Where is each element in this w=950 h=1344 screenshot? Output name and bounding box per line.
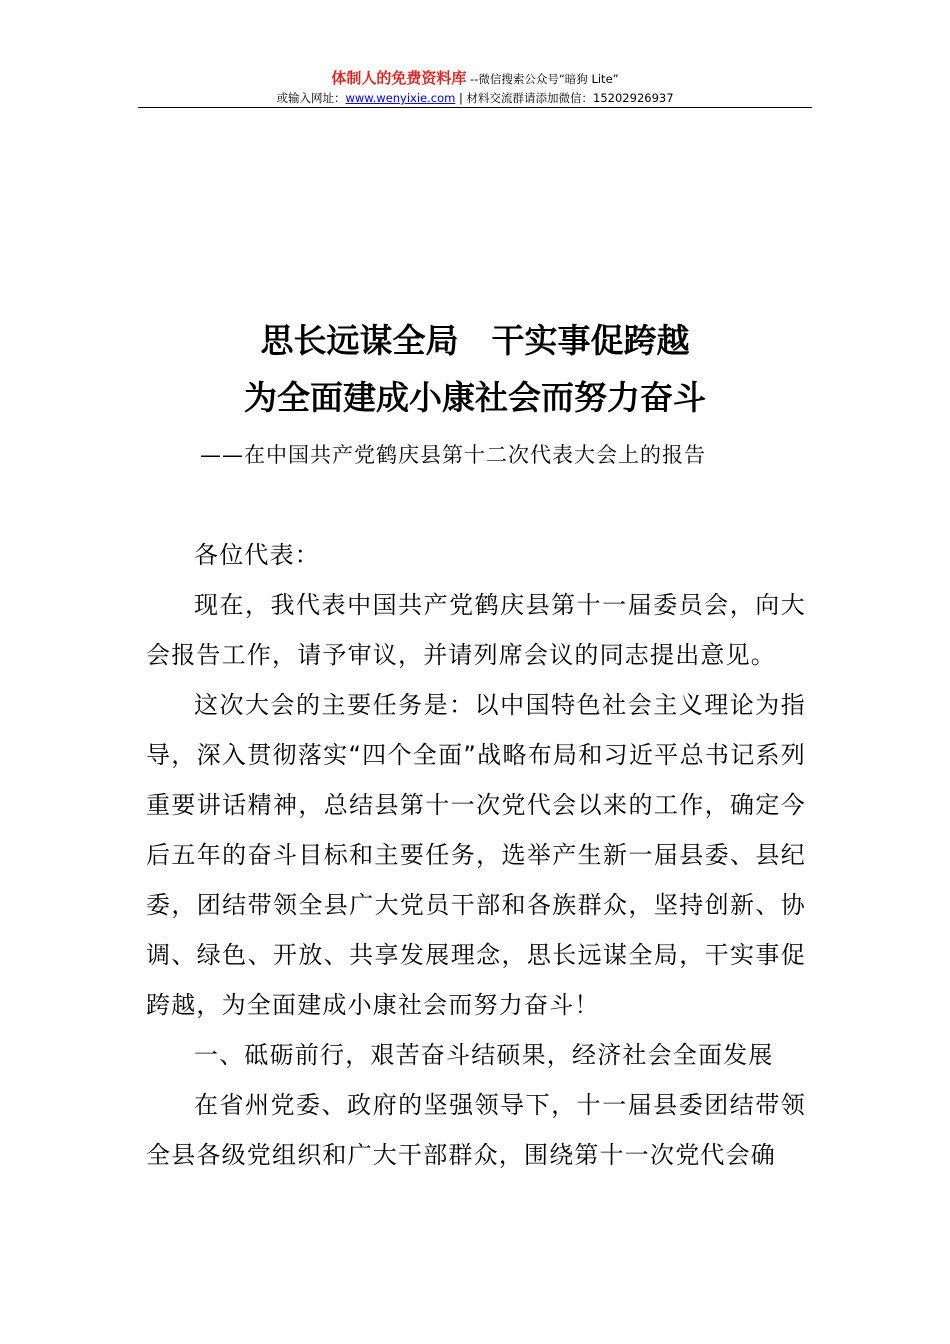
document-subtitle: ——在中国共产党鹤庆县第十二次代表大会上的报告	[200, 443, 706, 467]
body-paragraph: 现在，我代表中国共产党鹤庆县第十一届委员会，向大会报告工作，请予审议，并请列席会议的同志提出意见。	[146, 591, 806, 669]
header-divider	[138, 107, 812, 108]
document-title-line-2: 为全面建成小康社会而努力奋斗	[244, 378, 706, 417]
url-suffix: | 材料交流群请添加微信：15202926937	[455, 91, 674, 105]
header-slogan: --微信搜索公众号“暗狗 Lite”	[466, 72, 619, 86]
body-paragraph: 在省州党委、政府的坚强领导下，十一届县委团结带领全县各级党组织和广大干部群众，围绕第十一次党代会确	[146, 1091, 806, 1169]
document-body	[146, 530, 806, 1180]
salutation-paragraph: 各位代表：	[194, 541, 320, 569]
page-header	[138, 68, 812, 107]
body-paragraph: 这次大会的主要任务是：以中国特色社会主义理论为指导，深入贯彻落实“四个全面”战略布局和习近平总书记系列重要讲话精神，总结县第十一次党代会以来的工作，确定今后五年的奋斗目标和主要任务，选举产生新一届县委、县纪委，团结带领全县广大党员干部和各族群众，坚持创新、协调、绿色、开放、共享发展理念，思长远谋全局，干实事促跨越，为全面建成小康社会而努力奋斗！	[146, 691, 806, 1019]
url-prefix: 或输入网址：	[276, 91, 346, 105]
section-heading: 一、砥砺前行，艰苦奋斗结硕果，经济社会全面发展	[194, 1041, 774, 1069]
header-line-1	[138, 68, 812, 90]
header-line-2	[138, 90, 812, 107]
website-link[interactable]: www.wenyixie.com	[345, 91, 456, 105]
document-title-line-1: 思长远谋全局 干实事促跨越	[260, 321, 690, 360]
brand-name: 体制人的免费资料库	[331, 69, 467, 87]
